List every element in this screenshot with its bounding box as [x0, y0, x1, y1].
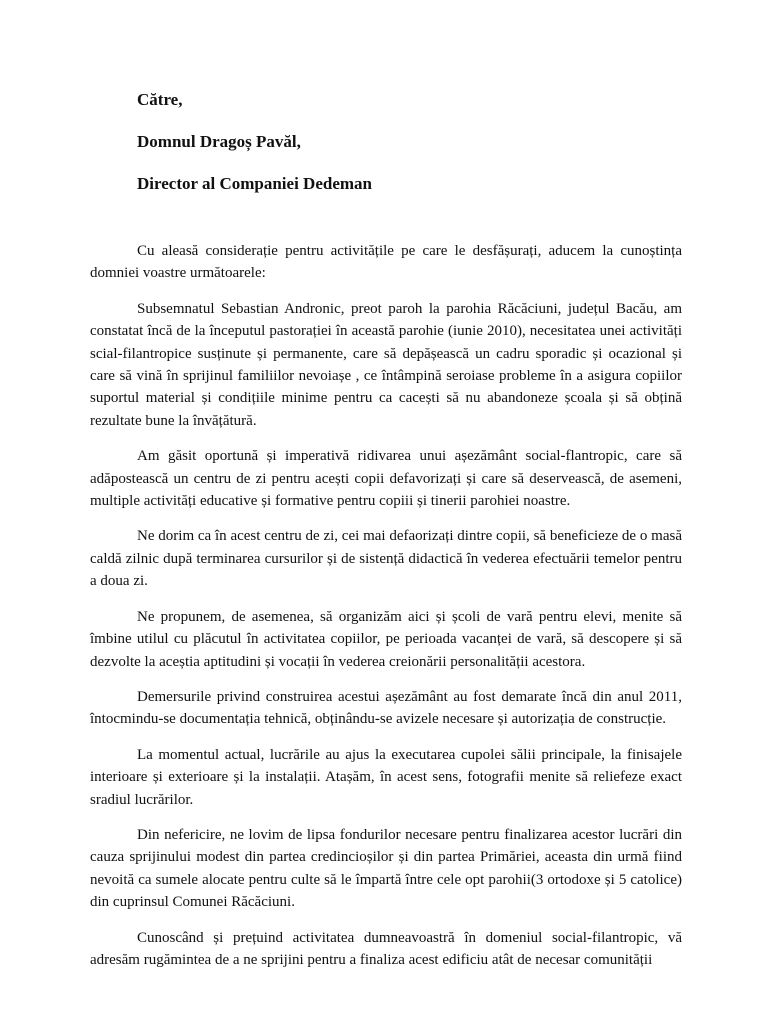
- paragraph-context: Subsemnatul Sebastian Andronic, preot paroh la parohia Răcăciuni, județul Bacău, am constatat încă de la începutul pastorației în această parohie (iunie 2010), necesitatea unei activități scial-filantropice susținute și permanente, care să depășească un cadru sporadic și ocazional și care să vină în sprijinul familiilor nevoiașe , ce întâmpină seroiase probleme în a asigura copiilor suportul material și condițiile minime pentru ca cacești să nu abandoneze școala și să obțină rezultate bune la învățătură.: [90, 300, 682, 429]
- paragraph-intro: Cu aleasă considerație pentru activitățile pe care le desfășurați, aducem la cunoștința domniei voastre următoarele:: [90, 243, 682, 282]
- paragraph-construction-start: Demersurile privind construirea acestui așezământ au fost demarate încă din anul 2011, întocmindu-se documentația tehnică, obținându-se avizele necesare și autorizația de construcție.: [90, 688, 682, 728]
- paragraph-request: Cunoscând și prețuind activitatea dumneavoastră în domeniul social-filantropic, vă adresăm rugămintea de a ne sprijini pentru a finaliza acest edificiu atât de necesar comunității: [90, 929, 682, 968]
- paragraph-current-status: La momentul actual, lucrările au ajus la executarea cupolei sălii principale, la finisajele interioare și exterioare și la instalații. Atașăm, în acest sens, fotografii menite să reliefeze exact sradiul lucrărilor.: [90, 746, 682, 808]
- addressee-title: Director al Companiei Dedeman: [137, 174, 372, 193]
- addressee-name: Domnul Dragoș Pavăl,: [137, 132, 301, 151]
- paragraph-purpose: Am găsit oportună și imperativă ridivarea unui așezământ social-flantropic, care să adăpostească un centru de zi pentru acești copii defavorizați și care să deservească, de asemeni, multiple activități educative și formative pentru copiii și tinerii parohiei noastre.: [90, 448, 682, 510]
- paragraph-summer-school: Ne propunem, de asemenea, să organizăm aici și școli de vară pentru elevi, menite să îmbine utilul cu plăcutul în activitatea copiilor, pe perioada vacanței de vară, să descopere și să dezvolte la aceștia aptitudini și vocații în vederea creionării personalității acestora.: [90, 608, 682, 670]
- addressee-salutation: Către,: [137, 90, 183, 109]
- paragraph-daycare: Ne dorim ca în acest centru de zi, cei mai defaorizați dintre copii, să beneficieze de o masă caldă zilnic după terminarea cursurilor și de sistență didactică în vederea efectuării temelor pentru a doua zi.: [90, 528, 682, 590]
- paragraph-funding-issue: Din nefericire, ne lovim de lipsa fondurilor necesare pentru finalizarea acestor lucrări din cauza sprijinului modest din partea credincioșilor și din partea Primăriei, aceasta din urmă fiind nevoită ca sumele alocate pentru culte să le împartă între cele opt parohii(3 ortodoxe și 5 catolice) din cuprinsul Comunei Răcăciuni.: [90, 826, 682, 911]
